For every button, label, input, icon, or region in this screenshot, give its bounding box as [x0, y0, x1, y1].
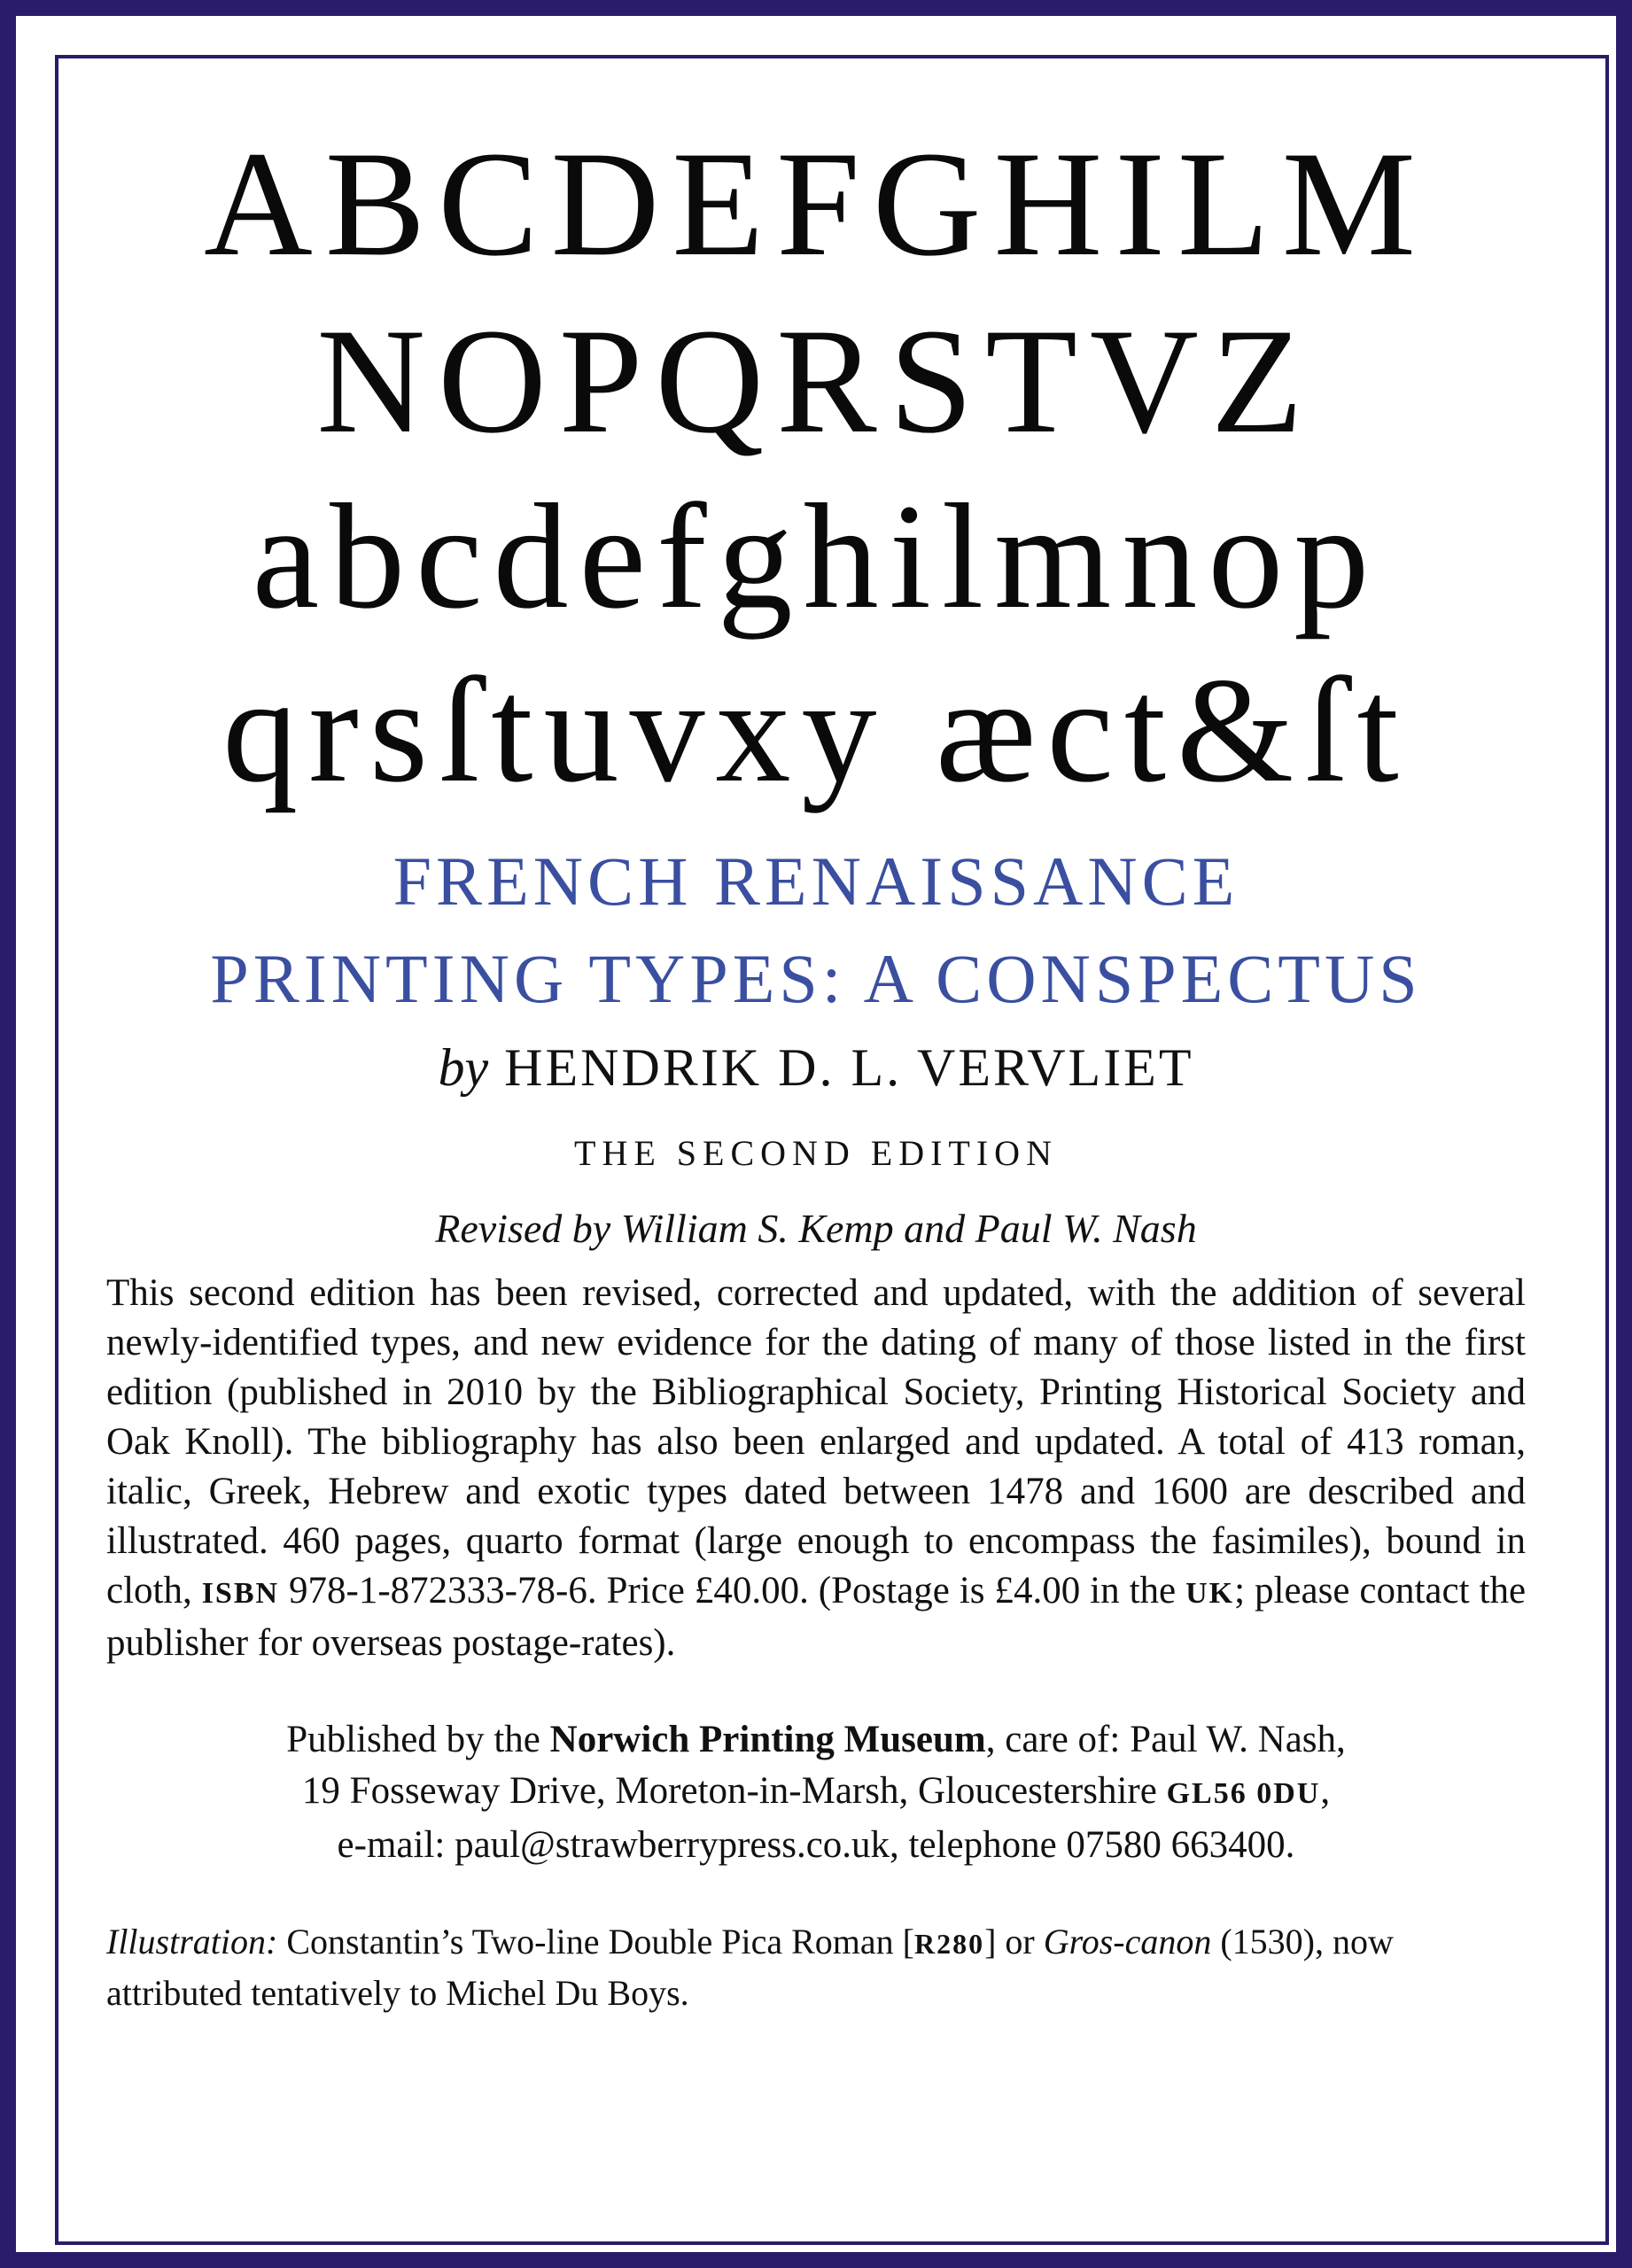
illustration-gros-canon: Gros-canon [1043, 1922, 1212, 1961]
author-by: by [438, 1038, 489, 1097]
illustration-caption [106, 1917, 1526, 2018]
book-title [106, 833, 1526, 1028]
publisher-line-2 [106, 1766, 1526, 1820]
specimen-uppercase-line-2: NOPQRSTVZ [316, 298, 1316, 464]
publisher-address-end: , [1320, 1770, 1331, 1812]
publisher-prefix: Published by the [286, 1719, 540, 1760]
publisher-postcode: GL56 0DU [1166, 1777, 1321, 1810]
specimen-lowercase-line-1: abcdefghilmnop [252, 473, 1380, 640]
illustration-text-3: (1530), now attributed tentatively to Michel Du Boys. [106, 1922, 1394, 2013]
edition-label: THE SECOND EDITION [574, 1133, 1058, 1173]
author-name: HENDRIK D. L. VERVLIET [504, 1038, 1194, 1097]
publisher-block [106, 1714, 1526, 1871]
revised-by: Revised by William S. Kemp and Paul W. Nash [435, 1206, 1197, 1251]
illustration-ref: R280 [913, 1928, 985, 1960]
description-part-1: This second edition has been revised, corrected and updated, with the addition of several newly-identified types, and new evidence for the dating of many of those listed in the first edition (published in 2010 by the Bibliographical Society, Printing Historical Society and Oak Knoll). The bibliography has also been enlarged and updated. A total of 413 roman, italic, Greek, Hebrew and exotic types dated between 1478 and 1600 are described and illustrated. 460 pages, quarto format (large enough to encompass the fasimiles), bound in cloth, [106, 1272, 1526, 1612]
specimen-uppercase-line-1: ABCDEFGHILM [204, 120, 1428, 287]
title-line-2: PRINTING TYPES: A CONSPECTUS [210, 940, 1422, 1017]
page-content [106, 115, 1526, 2018]
specimen-lowercase-line-2: qrsſtuvxy æct&ſt [222, 647, 1410, 813]
illustration-text-2: ] or [984, 1922, 1044, 1961]
publisher-name: Norwich Printing Museum [549, 1719, 986, 1760]
publisher-contact: e-mail: paul@strawberrypress.co.uk, telephone 07580 663400. [337, 1824, 1295, 1866]
isbn-label: ISBN [201, 1577, 280, 1610]
publisher-care-of: , care of: Paul W. Nash, [985, 1719, 1346, 1760]
illustration-label: Illustration: [106, 1922, 278, 1961]
illustration-text-1: Constantin’s Two-line Double Pica Roman [ [277, 1922, 914, 1961]
description-paragraph [106, 1269, 1526, 1668]
publisher-line-1 [106, 1714, 1526, 1766]
publisher-address: 19 Fosseway Drive, Moreton-in-Marsh, Gloucestershire [301, 1770, 1157, 1812]
title-line-1: FRENCH RENAISSANCE [392, 843, 1240, 920]
description-part-3: ; please contact the publisher for overseas postage-rates). [106, 1570, 1527, 1664]
description-part-2: 978-1-872333-78-6. Price £40.00. (Postage is £4.00 in the [289, 1570, 1177, 1612]
author-line [106, 1028, 1526, 1107]
uk-label: UK [1185, 1577, 1235, 1610]
